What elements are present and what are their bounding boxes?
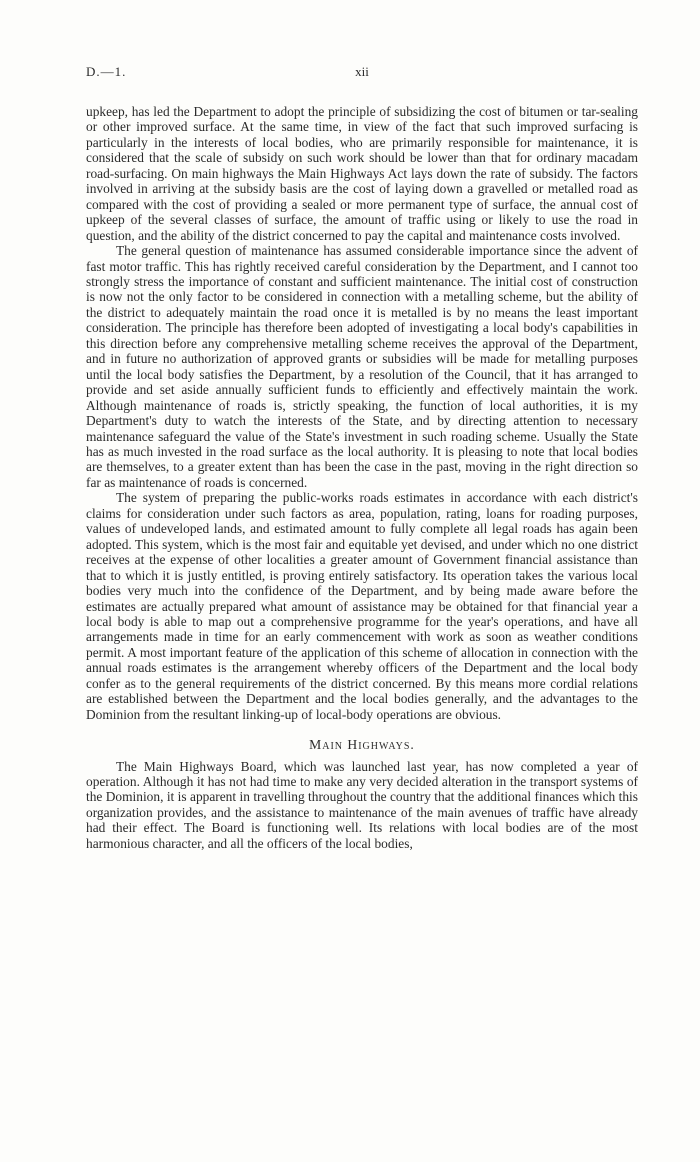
paragraph-estimates: The system of preparing the public-works roads estimates in accordance with each district's claims for consideration under such factors as area, population, rating, loans for roading purposes, values of undeveloped lands, and estimated amount to fully complete all legal roads has again been adopted. This system, which is the most fair and equitable yet devised, and under which no one district receives at the expense of other localities a greater amount of Government financial assistance than that to which it is justly entitled, is proving entirely satisfactory. Its operation takes the various local bodies very much into the confidence of the Department, and by being made aware before the estimates are actually prepared what amount of assistance may be obtained for that financial year a local body is able to map out a comprehensive programme for the year's operations, and have all arrangements made in time for an early commencement with work as soon as weather conditions permit. A most important feature of the application of this scheme of allocation in connection with the annual roads estimates is the arrangement whereby officers of the Department and the local body confer as to the general requirements of the district concerned. By this means more cordial relations are established between the Department and the local bodies generally, and the advantages to the Dominion from the resultant linking-up of local-body operations are obvious. xyxy=(86,490,638,722)
paragraph-subsidy: upkeep, has led the Department to adopt the principle of subsidizing the cost of bitumen or tar-sealing or other improved surface. At the same time, in view of the fact that such improved surfacing is particularly in the interests of local bodies, who are primarily responsible for maintenance, it is considered that the scale of subsidy on such work should be lower than that for ordinary macadam road-surfacing. On main highways the Main Highways Act lays down the rate of subsidy. The factors involved in arriving at the subsidy basis are the cost of laying down a gravelled or metalled road as compared with the cost of providing a sealed or more permanent type of surface, the annual cost of upkeep of the several classes of surface, the amount of traffic using or likely to use the road in question, and the ability of the district concerned to pay the capital and maintenance costs involved. xyxy=(86,104,638,243)
paragraph-main-highways: The Main Highways Board, which was launched last year, has now completed a year of operation. Although it has not had time to make any very decided alteration in the transport systems of the Dominion, it is apparent in travelling throughout the country that the additional finances which this organization provides, and the assistance to maintenance of the main avenues of traffic have already had their effect. The Board is functioning well. Its relations with local bodies are of the most harmonious character, and all the officers of the local bodies, xyxy=(86,758,638,851)
section-heading-main-highways: Main Highways. xyxy=(309,737,415,753)
page-header xyxy=(86,64,638,84)
page-body xyxy=(86,104,638,851)
page-number: xii xyxy=(355,64,369,79)
document-reference: D.—1. xyxy=(86,64,127,79)
paragraph-maintenance: The general question of maintenance has assumed considerable importance since the advent of fast motor traffic. This has rightly received careful consideration by the Department, and I cannot too strongly stress the importance of constant and sufficient maintenance. The initial cost of construction is now not the only factor to be considered in connection with a metalling scheme, but the ability of the district to adequately maintain the road once it is metalled is by no means the least important consideration. The principle has therefore been adopted of investigating a local body's capabilities in this direction before any comprehensive metalling scheme receives the approval of the Department, and in future no authorization of approved grants or subsidies will be made for metalling purposes until the local body satisfies the Department, by a resolution of the Council, that it has arranged to provide and set aside annually sufficient funds to efficiently and effectively maintain the work. Although maintenance of roads is, strictly speaking, the function of local authorities, it is my Department's duty to watch the interests of the State, and by directing attention to necessary maintenance safeguard the value of the State's investment in such roading scheme. Usually the State has as much invested in the road surface as the local authority. It is pleasing to note that local bodies are themselves, to a greater extent than has been the case in the past, moving in the right direction so far as maintenance of roads is concerned. xyxy=(86,243,638,490)
